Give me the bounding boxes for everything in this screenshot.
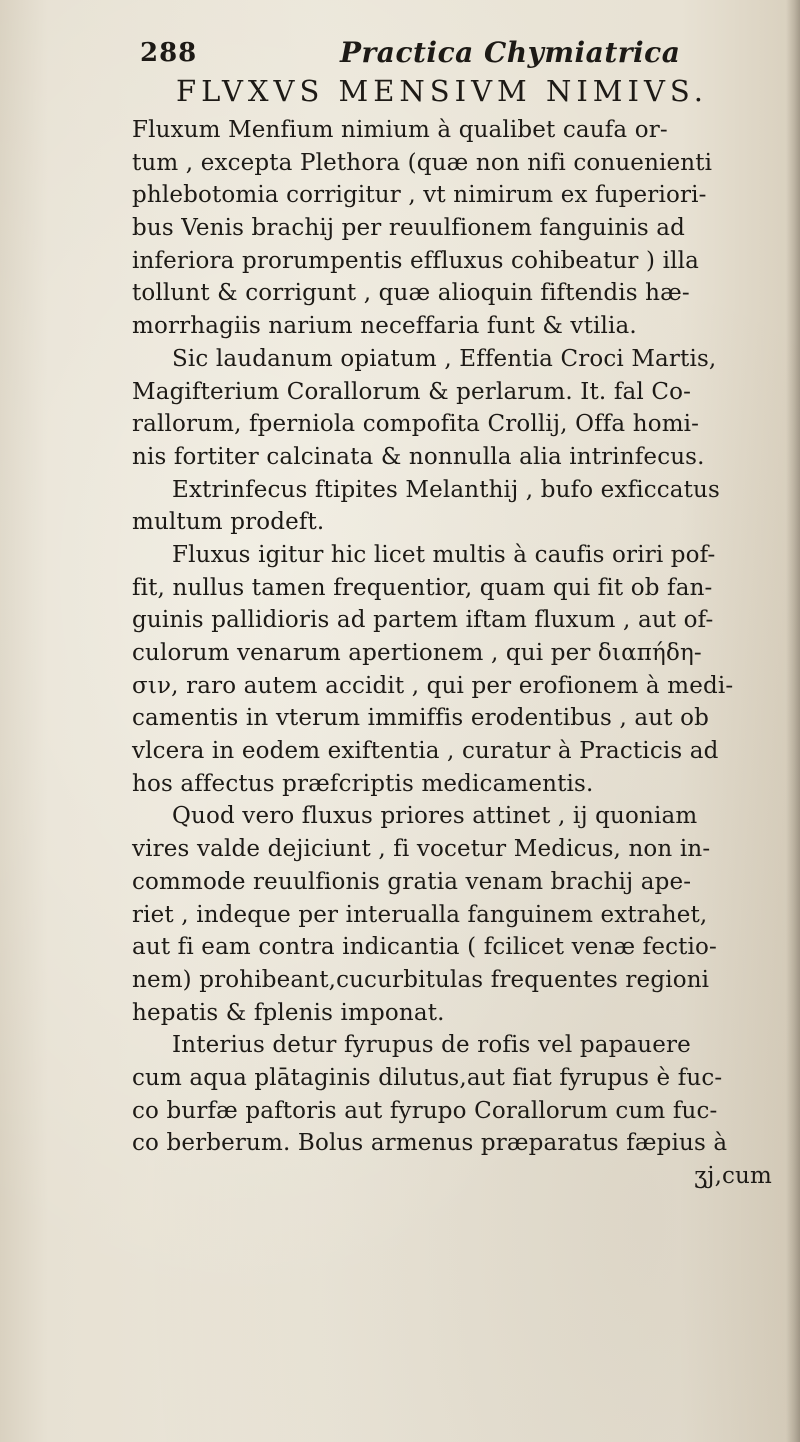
body-text xyxy=(132,114,772,1193)
text-line: tollunt & corrigunt , quæ alioquin fiftendis hæ- xyxy=(132,280,690,307)
text-line: nis fortiter calcinata & nonnulla alia intrinfecus. xyxy=(132,443,705,470)
page-header xyxy=(140,30,760,74)
text-line: tum , excepta Plethora (quæ non nifi conuenienti xyxy=(132,149,713,176)
text-line: culorum venarum apertionem , qui per διαπήδη- xyxy=(132,640,702,666)
text-line: Extrinfecus ftipites Melanthij , bufo exficcatus xyxy=(172,476,720,503)
text-line: Sic laudanum opiatum , Effentia Croci Martis, xyxy=(172,345,717,372)
text-line: guinis pallidioris ad partem iftam fluxum , aut of- xyxy=(132,607,714,634)
text-line: cum aqua plātaginis dilutus,aut fiat fyrupus è fuc- xyxy=(132,1064,723,1091)
text-line: ʒj,cum xyxy=(694,1163,772,1189)
text-line: inferiora prorumpentis effluxus cohibeatur ) illa xyxy=(132,247,699,274)
text-line: hos affectus præfcriptis medicamentis. xyxy=(132,770,594,797)
text-line: Fluxum Menfium nimium à qualibet caufa or- xyxy=(132,117,668,143)
text-line: camentis in vterum immiffis erodentibus , aut ob xyxy=(132,705,709,732)
text-line: hepatis & fplenis imponat. xyxy=(132,999,445,1026)
text-line: vires valde dejiciunt , fi vocetur Medicus, non in- xyxy=(132,836,711,863)
text-line: σιν, raro autem accidit , qui per erofionem à medi- xyxy=(132,672,734,699)
text-line: vlcera in eodem exiftentia , curatur à Practicis ad xyxy=(132,738,719,765)
text-line: co burfæ paftoris aut fyrupo Corallorum cum fuc- xyxy=(132,1097,718,1124)
text-line: morrhagiis narium neceffaria funt & vtilia. xyxy=(132,313,637,340)
text-line: co berberum. Bolus armenus præparatus fæpius à xyxy=(132,1130,728,1157)
text-line: rallorum, fperniola compofita Crollij, Offa homi- xyxy=(132,411,700,438)
text-line: fit, nullus tamen frequentior, quam qui fit ob fan- xyxy=(132,574,713,601)
running-title: Practica Chymiatrica xyxy=(340,36,681,69)
page-number: 288 xyxy=(140,38,198,68)
text-line: nem) prohibeant,cucurbitulas frequentes regioni xyxy=(132,966,710,993)
text-line: Magifterium Corallorum & perlarum. It. fal Co- xyxy=(132,378,692,405)
page-edge-shadow xyxy=(786,0,800,1442)
text-line: Fluxus igitur hic licet multis à caufis oriri pof- xyxy=(172,541,716,568)
text-line: phlebotomia corrigitur , vt nimirum ex fuperiori- xyxy=(132,182,707,209)
section-heading: FLVXVS MENSIVM NIMIVS. xyxy=(176,74,708,108)
text-line: aut fi eam contra indicantia ( fcilicet venæ fectio- xyxy=(132,934,717,961)
text-line: Quod vero fluxus priores attinet , ij quoniam xyxy=(172,803,698,830)
text-line: multum prodeft. xyxy=(132,509,325,536)
text-line: riet , indeque per interualla fanguinem extrahet, xyxy=(132,901,708,928)
text-line: Interius detur fyrupus de rofis vel papauere xyxy=(172,1032,691,1059)
text-line: commode reuulfionis gratia venam brachij ape- xyxy=(132,868,692,895)
text-line: bus Venis brachij per reuulfionem fanguinis ad xyxy=(132,215,686,242)
